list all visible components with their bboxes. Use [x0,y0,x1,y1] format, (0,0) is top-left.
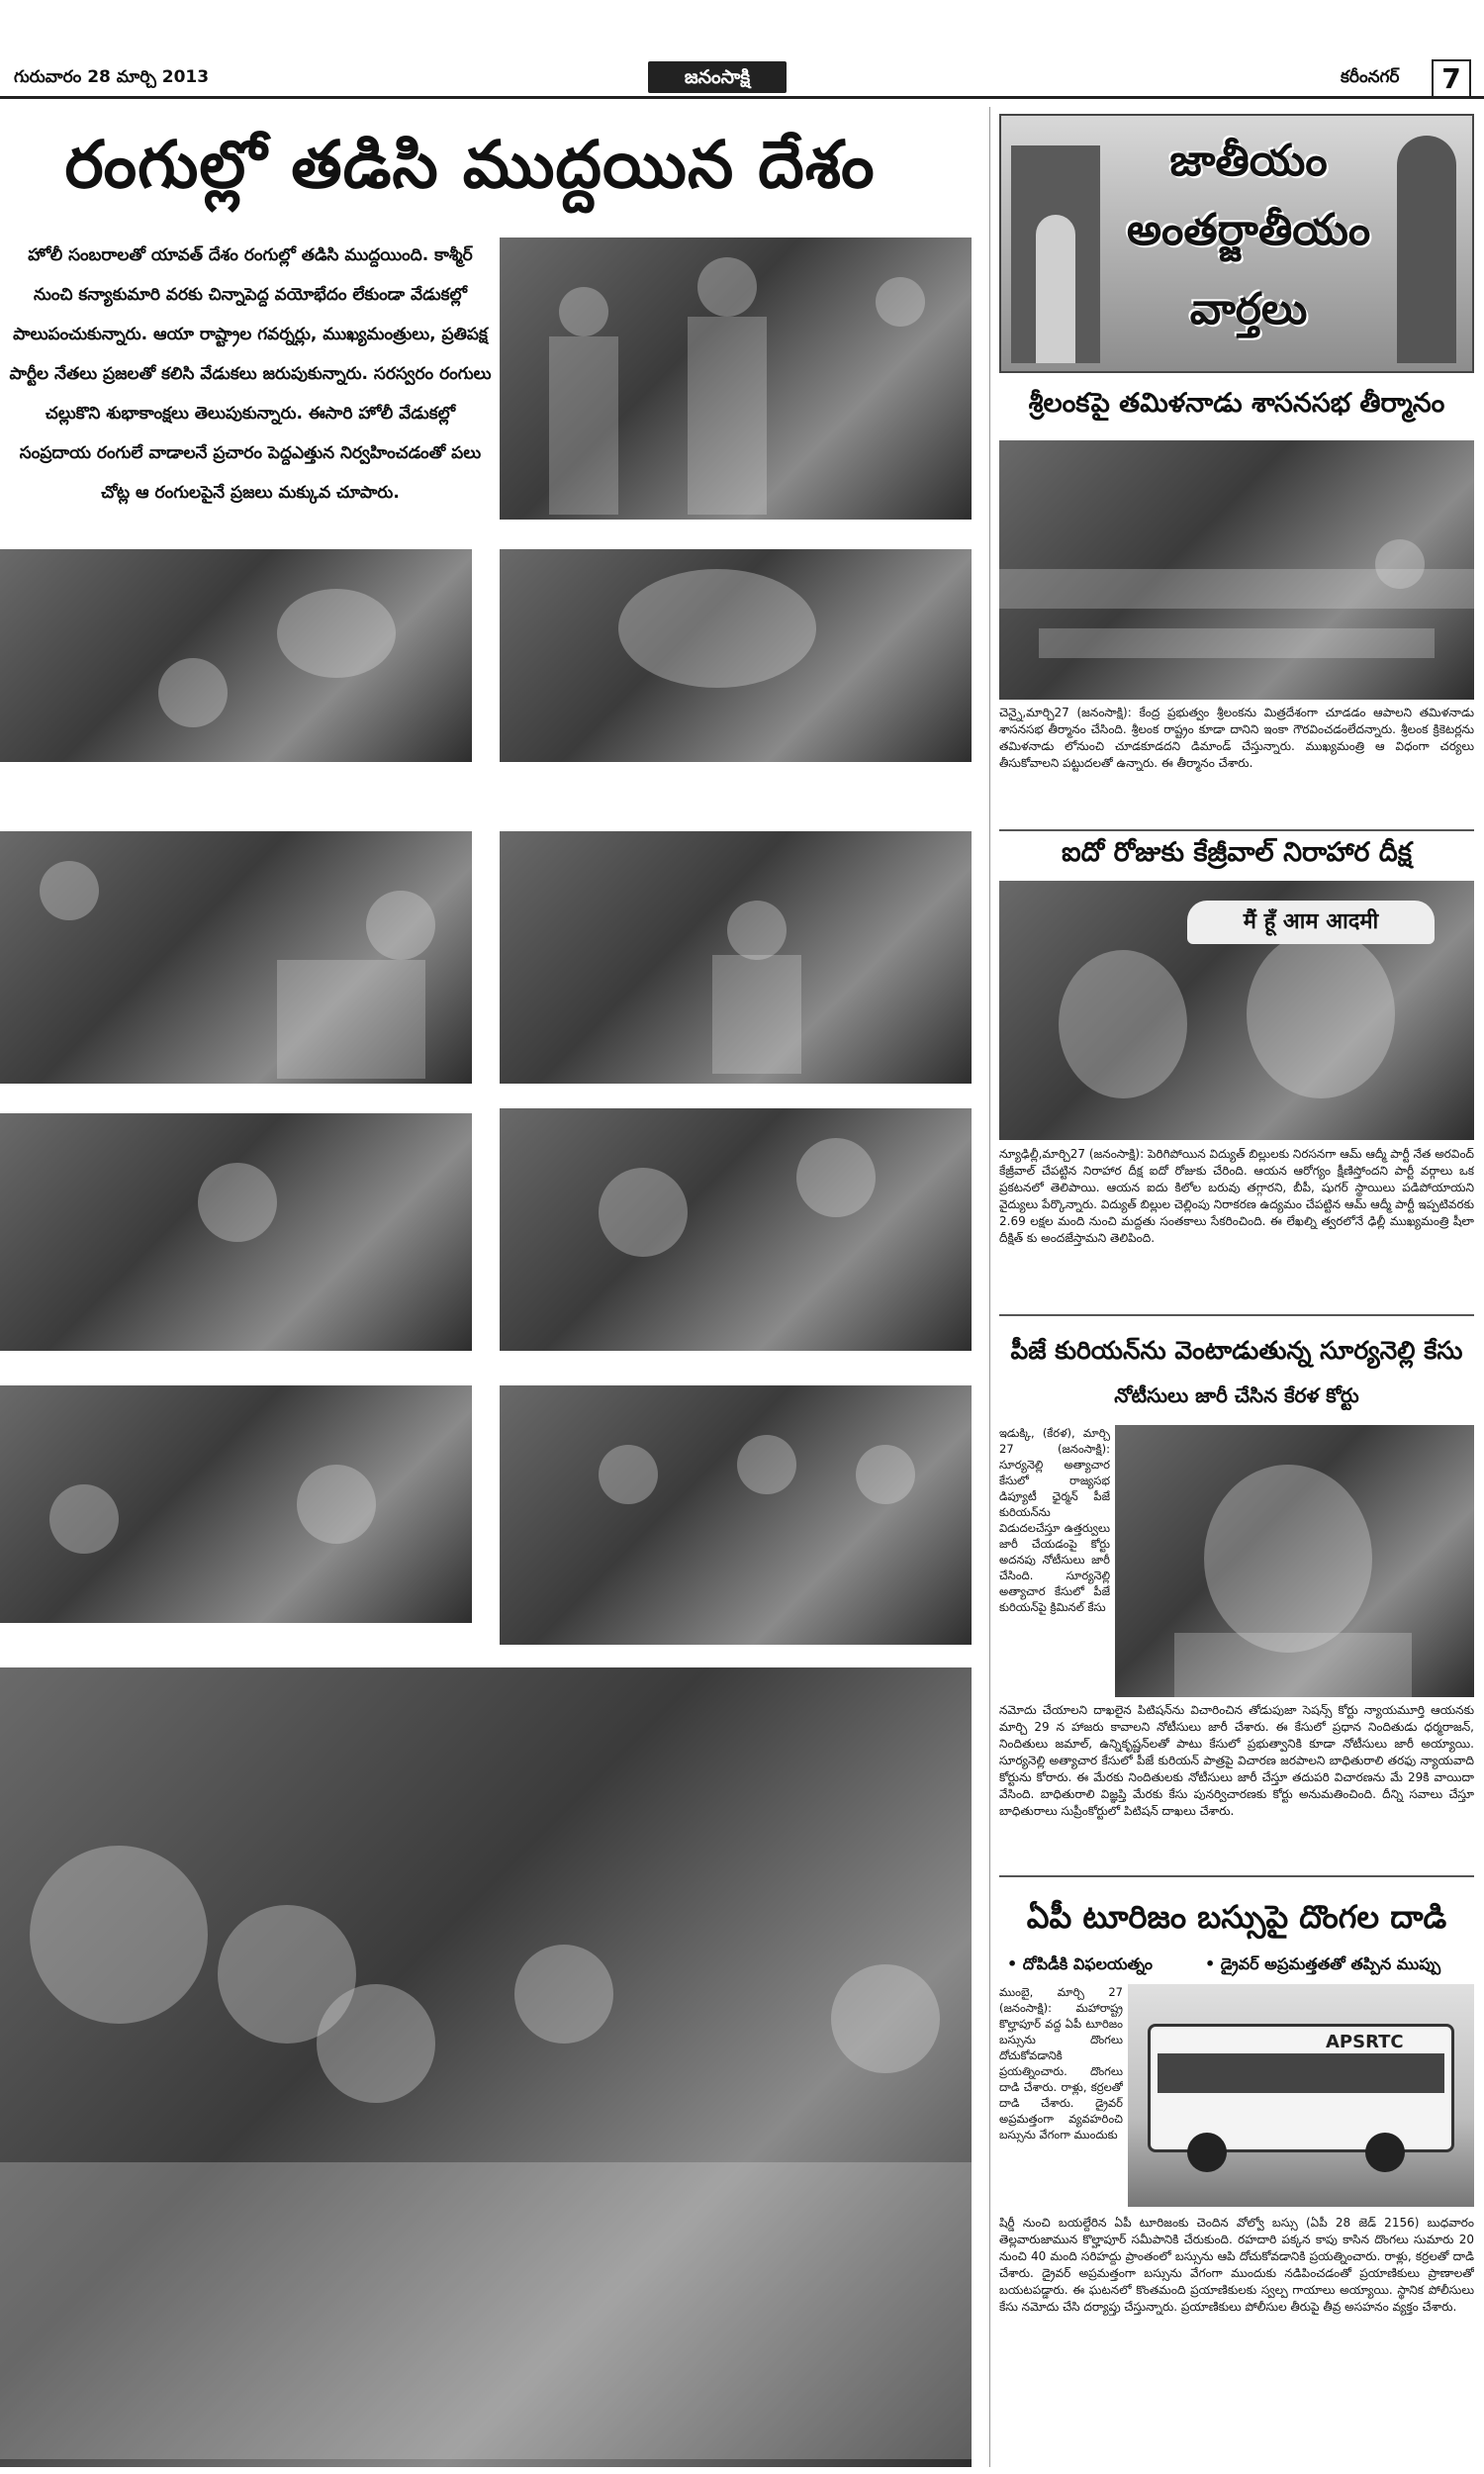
kurien-story-narrow-text: ఇడుక్కి, (కేరళ), మార్చి 27 (జనంసాక్షి): సూర్యనెల్లి అత్యాచార కేసులో రాజ్యసభ డిప్యూటీ ఛైర్మన్ పీజే కురియన్‌ను విడుదలచేస్తూ ఉత్తర్వులు జారీ చేయడంపై కోర్టు అదనపు నోటీసులు జారీ చేసింది. సూర్యనెల్లి అత్యాచార కేసులో పీజే కురియన్‌పై క్రిమినల్ కేసు [999,1426,1110,1614]
main-headline: రంగుల్లో తడిసి ముద్దయిన దేశం [64,127,876,203]
kejriwal-headline: ఐదో రోజుకు కేజ్రీవాల్ నిరాహార దీక్ష [1062,837,1412,868]
holi-photo-dancing-woman [500,831,972,1084]
holi-photo-muslim-men-celebration [0,1667,972,2467]
statue-of-liberty-graphic [1397,136,1456,363]
aam-aadmi-cap-text: मैं हूँ आम आदमी [1187,901,1435,944]
holi-photo-leaders-powder [0,831,472,1084]
bus-story-wide-text: షిర్డీ నుంచి బయల్దేరిన ఏపీ టూరిజంకు చెందిన వోల్వో బస్సు (ఏపీ 28 జెడ్ 2156) బుధవారం తెల్లవారుజామున కొల్హాపూర్ సమీపానికి చేరుకుంది. రహదారి పక్కన కాపు కాసిన దొంగలు సుమారు 20 నుంచి 40 మంది సరిహద్దు ప్రాంతంలో బస్సును ఆపి దోచుకోవడానికి ప్రయత్నించారు. రాళ్లు, కర్రలతో దాడి చేశారు. డ్రైవర్ అప్రమత్తంగా బస్సును వేగంగా ముందుకు నడిపించడంతో ప్రయాణికులు ప్రాణాలతో బయటపడ్డారు. ఈ ఘటనలో కొంతమంది ప్రయాణికులకు స్వల్ప గాయాలు అయ్యాయి. స్థానిక పోలీసులు కేసు నమోదు చేసి దర్యాప్తు చేస్తున్నారు. ప్రయాణికులు పోలీసుల తీరుపై తీవ్ర అసహనం వ్యక్తం చేశారు. [999,2216,1474,2314]
kurien-story-wide-text: నమోదు చేయాలని దాఖలైన పిటిషన్‌ను విచారించిన తోడుపుజా సెషన్స్ కోర్టు న్యాయమూర్తి ఆయనకు మార్చి 29 న హాజరు కావాలని నోటీసులు జారీ చేశారు. ఈ కేసులో ప్రధాన నిందితుడు ధర్మరాజన్, నిందితులు జమాల్, ఉన్నికృష్ణన్‌లతో పాటు కేసులో ప్రభుత్వానికి కూడా నోటీసులు జారీ అయ్యాయి. సూర్యనెల్లి అత్యాచార కేసులో పీజే కురియన్ పాత్రపై విచారణ జరపాలని బాధితురాలి తరఫు న్యాయవాది కోర్టును కోరారు. ఈ మేరకు నిందితులకు నోటీసులు జారీ చేస్తూ తదుపరి విచారణను మే 29కి వాయిదా వేసింది. బాధితురాలి విజ్ఞప్తి మేరకు కేసు పునర్విచారణకు కోర్టు అనుమతించింది. దీన్ని సవాలు చేస్తూ బాధితురాలు సుప్రీంకోర్టులో పిటిషన్ దాఖలు చేశారు. [999,1703,1474,1818]
holi-photo-crowd-smoke [500,549,972,762]
holi-photo-women-dancing [500,1385,972,1645]
holi-photo-celebration-leaders [500,238,972,520]
page-header [0,59,1484,99]
srilanka-headline: శ్రీలంకపై తమిళనాడు శాసనసభ తీర్మానం [1028,388,1445,419]
banner-line-1: జాతీయం [1169,136,1328,186]
issue-date: గురువారం 28 మార్చి 2013 [14,67,210,87]
holi-photo-water-bucket [0,549,472,762]
apsrtc-bus-photo [1128,1984,1474,2207]
edition-city: కరీంనగర్ [1341,67,1400,87]
holi-photo-crowd-colors [0,1385,472,1623]
bus-apsrtc-text: APSRTC [1326,2032,1404,2052]
holi-photo-women-smiling [0,1113,472,1351]
bus-bullet-1: • దోపిడీకి విఫలయత్నం [1007,1954,1154,1973]
pj-kurien-photo [1115,1425,1474,1697]
bus-story-narrow-text: ముంబై, మార్చి 27 (జనంసాక్షి): మహారాష్ట్ర కొల్హాపూర్ వద్ద ఏపీ టూరిజం బస్సును దొంగలు దోచుకోవడానికి ప్రయత్నించారు. దొంగలు దాడి చేశారు. రాళ్లు, కర్రలతో దాడి చేశారు. డ్రైవర్ అప్రమత్తంగా వ్యవహరించి బస్సును వేగంగా ముందుకు [999,1985,1123,2141]
kejriwal-story-text: న్యూఢిల్లీ,మార్చి27 (జనంసాక్షి): పెరిగిపోయిన విద్యుత్ బిల్లులకు నిరసనగా ఆమ్ ఆద్మీ పార్టీ నేత అరవింద్ కేజ్రీవాల్ చేపట్టిన నిరాహార దీక్ష ఐదో రోజుకు చేరింది. ఆయన ఆరోగ్యం క్షీణిస్తోందని పార్టీ వర్గాలు ఒక ప్రకటనలో తెలిపాయి. ఆయన ఐదు కిలోల బరువు తగ్గారని, బీపీ, షుగర్ స్థాయిలు పడిపోయాయని వైద్యులు పేర్కొన్నారు. విద్యుత్ బిల్లుల చెల్లింపు నిరాకరణ ఉద్యమం చేపట్టిన ఆమ్ ఆద్మీ పార్టీ ఇప్పటివరకు 2.69 లక్షల మంది నుంచి మద్దతు సంతకాలు సేకరించింది. ఈ లేఖల్ని త్వరలోనే ఢిల్లీ ముఖ్యమంత్రి షీలా దీక్షిత్ కు అందజేస్తామని తెలిపింది. [999,1147,1474,1245]
column-divider [989,107,990,2467]
national-international-banner [999,114,1474,373]
main-story-text: హోలీ సంబరాలతో యావత్ దేశం రంగుల్లో తడిసి ముద్దయింది. కాశ్మీర్ నుంచి కన్యాకుమారి వరకు చిన్నాపెద్ద వయోభేదం లేకుండా వేడుకల్లో పాలుపంచుకున్నారు. ఆయా రాష్ట్రాల గవర్నర్లు, ముఖ్యమంత్రులు, ప్రతిపక్ష పార్టీల నేతలు ప్రజలతో కలిసి వేడుకలు జరుపుకున్నారు. సరస్వరం రంగులు చల్లుకొని శుభాకాంక్షలు తెలుపుకున్నారు. ఈసారి హోలీ వేడుకల్లో సంప్రదాయ రంగులే వాడాలనే ప్రచారం పెద్దఎత్తున నిర్వహించడంతో పలు చోట్ల ఆ రంగులపైనే ప్రజలు మక్కువ చూపారు. [9,245,492,503]
kurien-headline: పీజే కురియన్‌ను వెంటాడుతున్న సూర్యనెల్లి కేసు [1010,1336,1463,1365]
bus-bullet-2: • డ్రైవర్ అప్రమత్తతతో తప్పిన ముప్పు [1205,1954,1441,1973]
newspaper-logo: జనంసాక్షి [648,61,787,93]
holi-photo-man-water [500,1108,972,1351]
india-gate-graphic [1011,145,1100,363]
kurien-subhead: నోటీసులు జారీ చేసిన కేరళ కోర్టు [1114,1383,1359,1407]
banner-line-3: వార్తలు [1189,284,1308,334]
kejriwal-photo [999,881,1474,1140]
page-number: 7 [1432,59,1471,99]
tn-assembly-photo [999,440,1474,700]
bus-headline: ఏపీ టూరిజం బస్సుపై దొంగల దాడి [1026,1898,1447,1936]
banner-line-2: అంతర్జాతీయం [1126,205,1371,255]
srilanka-story-text: చెన్నై,మార్చి27 (జనంసాక్షి): కేంద్ర ప్రభుత్వం శ్రీలంకను మిత్రదేశంగా చూడడం ఆపాలని తమిళనాడు శాసనసభ తీర్మానం చేసింది. శ్రీలంక రాష్ట్రం కూడా దానిని ఇంకా గౌరవించడంలేదన్నారు. శ్రీలంక క్రికెటర్లను తమిళనాడు లోనుంచి చూడకూడదని డిమాండ్ చేస్తున్నారు. ముఖ్యమంత్రి ఆ విధంగా చర్యలు తీసుకోవాలని పట్టుదలతో ఉన్నారు. ఈ తీర్మానం చేశారు. [999,706,1474,770]
